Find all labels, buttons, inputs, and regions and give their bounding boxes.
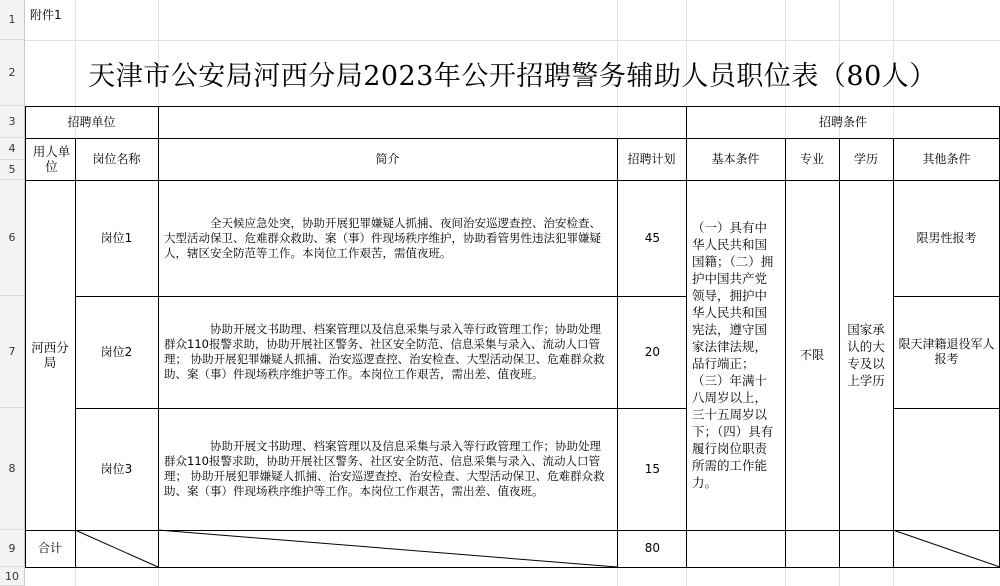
diagonal-line: [75, 530, 158, 567]
header-position-name[interactable]: 岗位名称: [92, 151, 141, 166]
education-cell[interactable]: 国家承认的大专及以上学历: [847, 322, 885, 388]
position-name-cell[interactable]: 岗位1: [100, 230, 133, 245]
page-title[interactable]: 天津市公安局河西分局2023年公开招聘警务辅助人员职位表（80人）: [88, 60, 937, 92]
row-number[interactable]: 7: [0, 296, 25, 408]
header-recruiting-unit[interactable]: 招聘单位: [67, 114, 116, 129]
plan-cell[interactable]: 15: [644, 461, 660, 476]
header-education[interactable]: 学历: [853, 151, 878, 166]
position-description-text: 全天候应急处突，协助开展犯罪嫌疑人抓捕、夜间治安巡逻查控、治安检查、大型活动保卫、危难群众救助、案（事）件现场秩序维护，协助看管男性违法犯罪嫌疑人，辖区安全防范等工作。本岗位工作艰苦，需值夜班。: [164, 215, 601, 260]
row-number[interactable]: 8: [0, 408, 25, 530]
header-other-conditions[interactable]: 其他条件: [922, 151, 971, 166]
employer-cell[interactable]: 河西分局: [31, 340, 69, 370]
total-plan-cell[interactable]: 80: [644, 541, 660, 555]
position-name-cell[interactable]: 岗位2: [100, 344, 133, 359]
row-number[interactable]: 4: [0, 138, 25, 160]
header-major[interactable]: 专业: [799, 151, 824, 166]
row-number[interactable]: 9: [0, 530, 25, 567]
plan-cell[interactable]: 45: [644, 230, 660, 245]
row-number[interactable]: 1: [0, 0, 25, 40]
other-condition-cell[interactable]: 限天津籍退役军人报考: [898, 337, 995, 366]
header-recruiting-conditions[interactable]: 招聘条件: [818, 114, 867, 129]
diagonal-line: [893, 530, 1000, 567]
diagonal-line: [158, 530, 617, 567]
header-basic-conditions[interactable]: 基本条件: [711, 151, 760, 166]
attachment-note[interactable]: 附件1: [30, 8, 62, 22]
position-description-cell[interactable]: [158, 180, 617, 296]
plan-cell[interactable]: 20: [644, 344, 660, 359]
other-condition-cell[interactable]: [893, 408, 1000, 530]
row-number[interactable]: 6: [0, 180, 25, 296]
header-employer[interactable]: 用人单位: [32, 144, 71, 174]
row-number[interactable]: 3: [0, 106, 25, 138]
position-description-cell[interactable]: [158, 296, 617, 408]
header-plan[interactable]: 招聘计划: [627, 151, 676, 166]
position-description-text: 协助开展文书助理、档案管理以及信息采集与录入等行政管理工作；协助处理群众110报警求助，协助开展社区警务、社区安全防范、信息采集与录入、流动人口管理； 协助开展犯罪嫌疑人抓捕、治安巡逻查控、治安检查、大型活动保卫、危难群众救助、案（事）件现场秩序维护等工作。本岗位工作艰苦，需出差、值夜班。: [164, 439, 605, 498]
row-number[interactable]: 10: [0, 567, 25, 586]
row-number[interactable]: 2: [0, 40, 25, 106]
major-cell[interactable]: 不限: [799, 347, 824, 362]
position-name-cell[interactable]: 岗位3: [100, 461, 133, 476]
header-description[interactable]: 简介: [375, 151, 400, 166]
position-description-text: 协助开展文书助理、档案管理以及信息采集与录入等行政管理工作；协助处理群众110报警求助，协助开展社区警务、社区安全防范、信息采集与录入、流动人口管理； 协助开展犯罪嫌疑人抓捕、治安巡逻查控、治安检查、大型活动保卫、危难群众救助、案（事）件现场秩序维护等工作。本岗位工作艰苦，需出差、值夜班。: [164, 322, 605, 381]
total-label-cell[interactable]: 合计: [37, 541, 62, 555]
other-condition-cell[interactable]: 限男性报考: [916, 230, 977, 245]
position-description-cell[interactable]: [158, 408, 617, 530]
basic-conditions-cell[interactable]: （一）具有中华人民共和国国籍；（二）拥护中国共产党领导，拥护中华人民共和国宪法，遵守国家法律法规，品行端正；（三）年满十八周岁以上，三十五周岁以下；（四）具有履行岗位职责所需的工作能力。: [692, 220, 774, 490]
row-number[interactable]: 5: [0, 160, 25, 180]
